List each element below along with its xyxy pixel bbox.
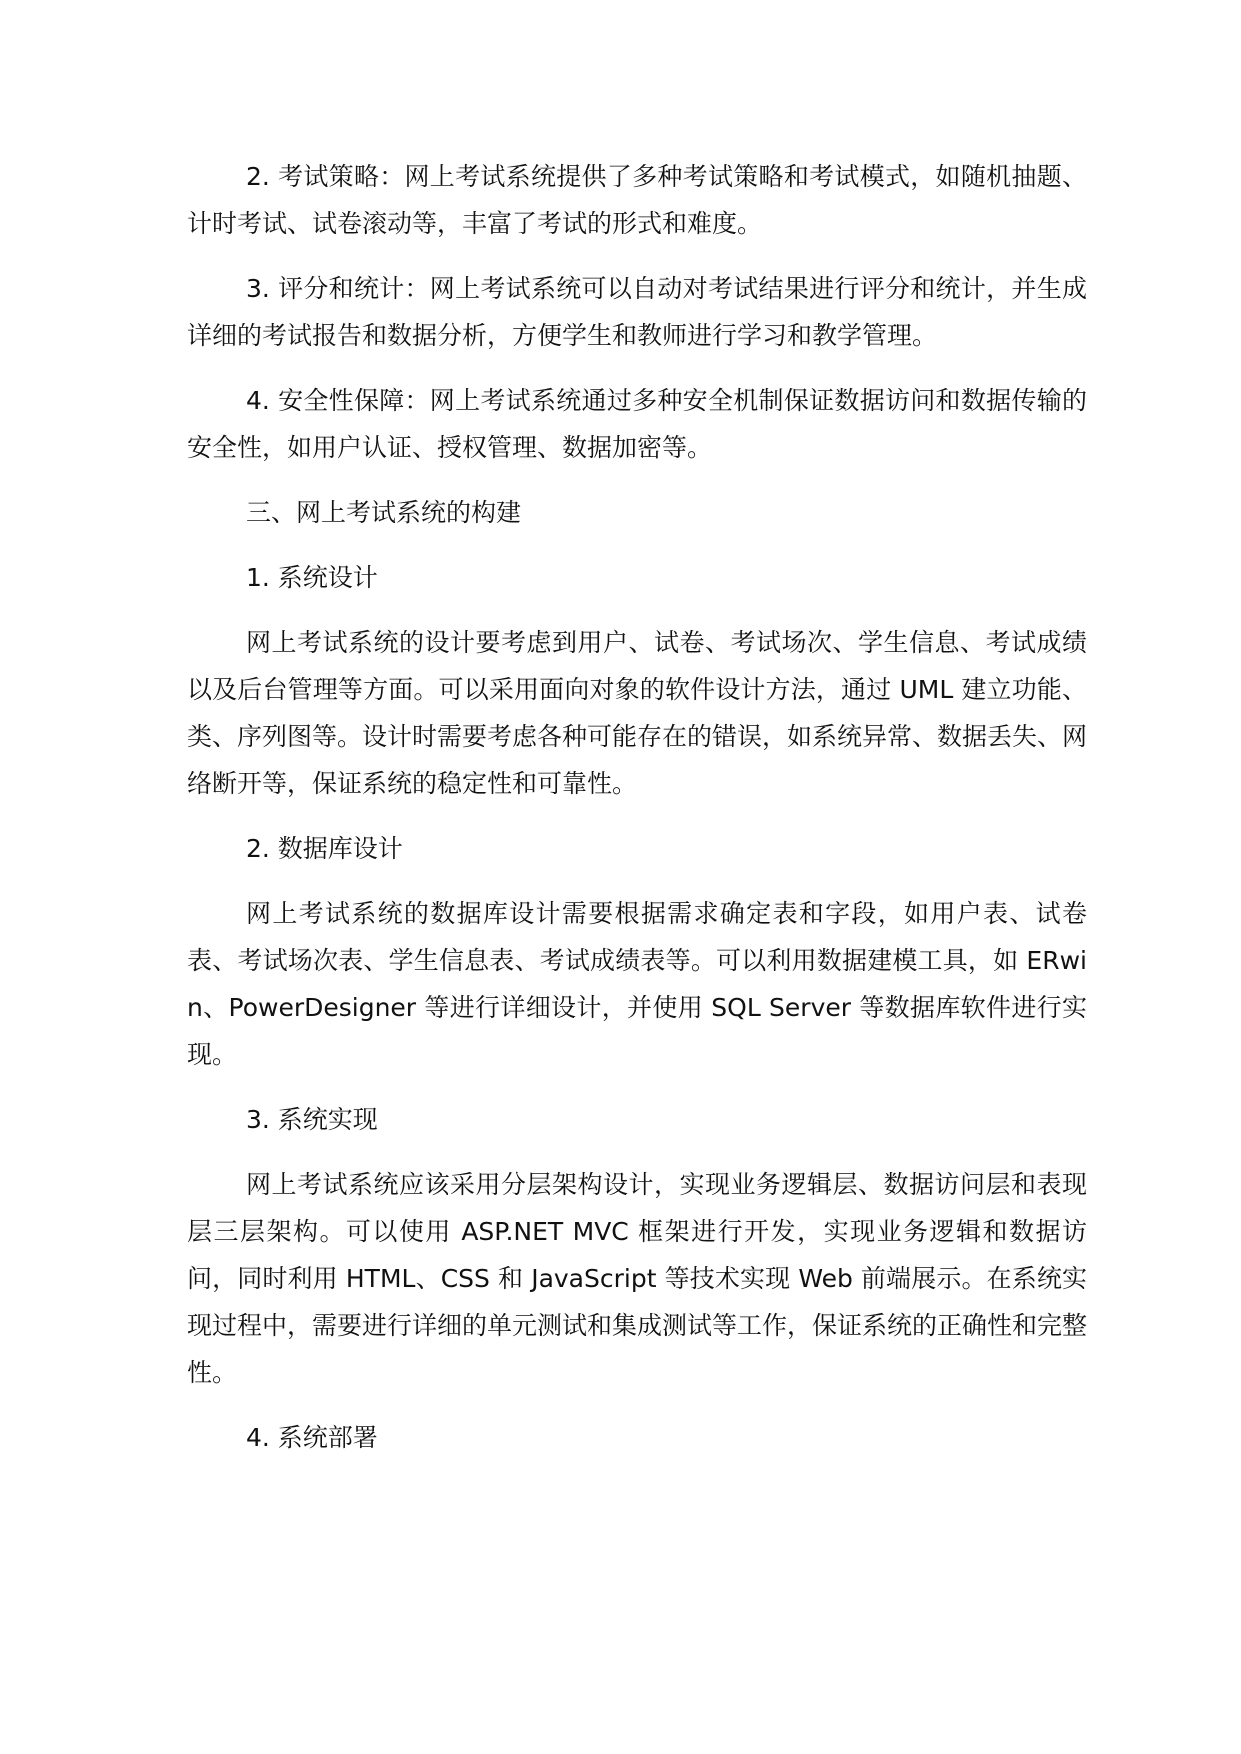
- subheading-system-implementation: 3. 系统实现: [246, 1105, 378, 1134]
- paragraph-system-design: 网上考试系统的设计要考虑到用户、试卷、考试场次、学生信息、考试成绩以及后台管理等方面。可以采用面向对象的软件设计方法，通过 UML 建立功能、类、序列图等。设计时需要考虑各种可能存在的错误，如系统异常、数据丢失、网络断开等，保证系统的稳定性和可靠性。: [187, 628, 1088, 798]
- section-heading-construction: 三、网上考试系统的构建: [246, 498, 522, 527]
- paragraph-security: 4. 安全性保障：网上考试系统通过多种安全机制保证数据访问和数据传输的安全性，如用户认证、授权管理、数据加密等。: [187, 386, 1087, 462]
- document-body: [187, 153, 1087, 1461]
- paragraph-exam-strategy: 2. 考试策略：网上考试系统提供了多种考试策略和考试模式，如随机抽题、计时考试、试卷滚动等，丰富了考试的形式和难度。: [187, 162, 1087, 238]
- subheading-system-deployment: 4. 系统部署: [246, 1423, 378, 1452]
- paragraph-scoring-statistics: 3. 评分和统计：网上考试系统可以自动对考试结果进行评分和统计，并生成详细的考试报告和数据分析，方便学生和教师进行学习和教学管理。: [187, 274, 1087, 350]
- paragraph-database-design: 网上考试系统的数据库设计需要根据需求确定表和字段，如用户表、试卷表、考试场次表、学生信息表、考试成绩表等。可以利用数据建模工具，如 ERwin、PowerDesigner 等进行详细设计，并使用 SQL Server 等数据库软件进行实现。: [187, 899, 1087, 1069]
- paragraph-system-implementation: 网上考试系统应该采用分层架构设计，实现业务逻辑层、数据访问层和表现层三层架构。可以使用 ASP.NET MVC 框架进行开发，实现业务逻辑和数据访问，同时利用 HTML、CSS 和 JavaScript 等技术实现 Web 前端展示。在系统实现过程中，需要进行详细的单元测试和集成测试等工作，保证系统的正确性和完整性。: [187, 1170, 1088, 1387]
- subheading-system-design: 1. 系统设计: [246, 563, 378, 592]
- subheading-database-design: 2. 数据库设计: [246, 834, 403, 863]
